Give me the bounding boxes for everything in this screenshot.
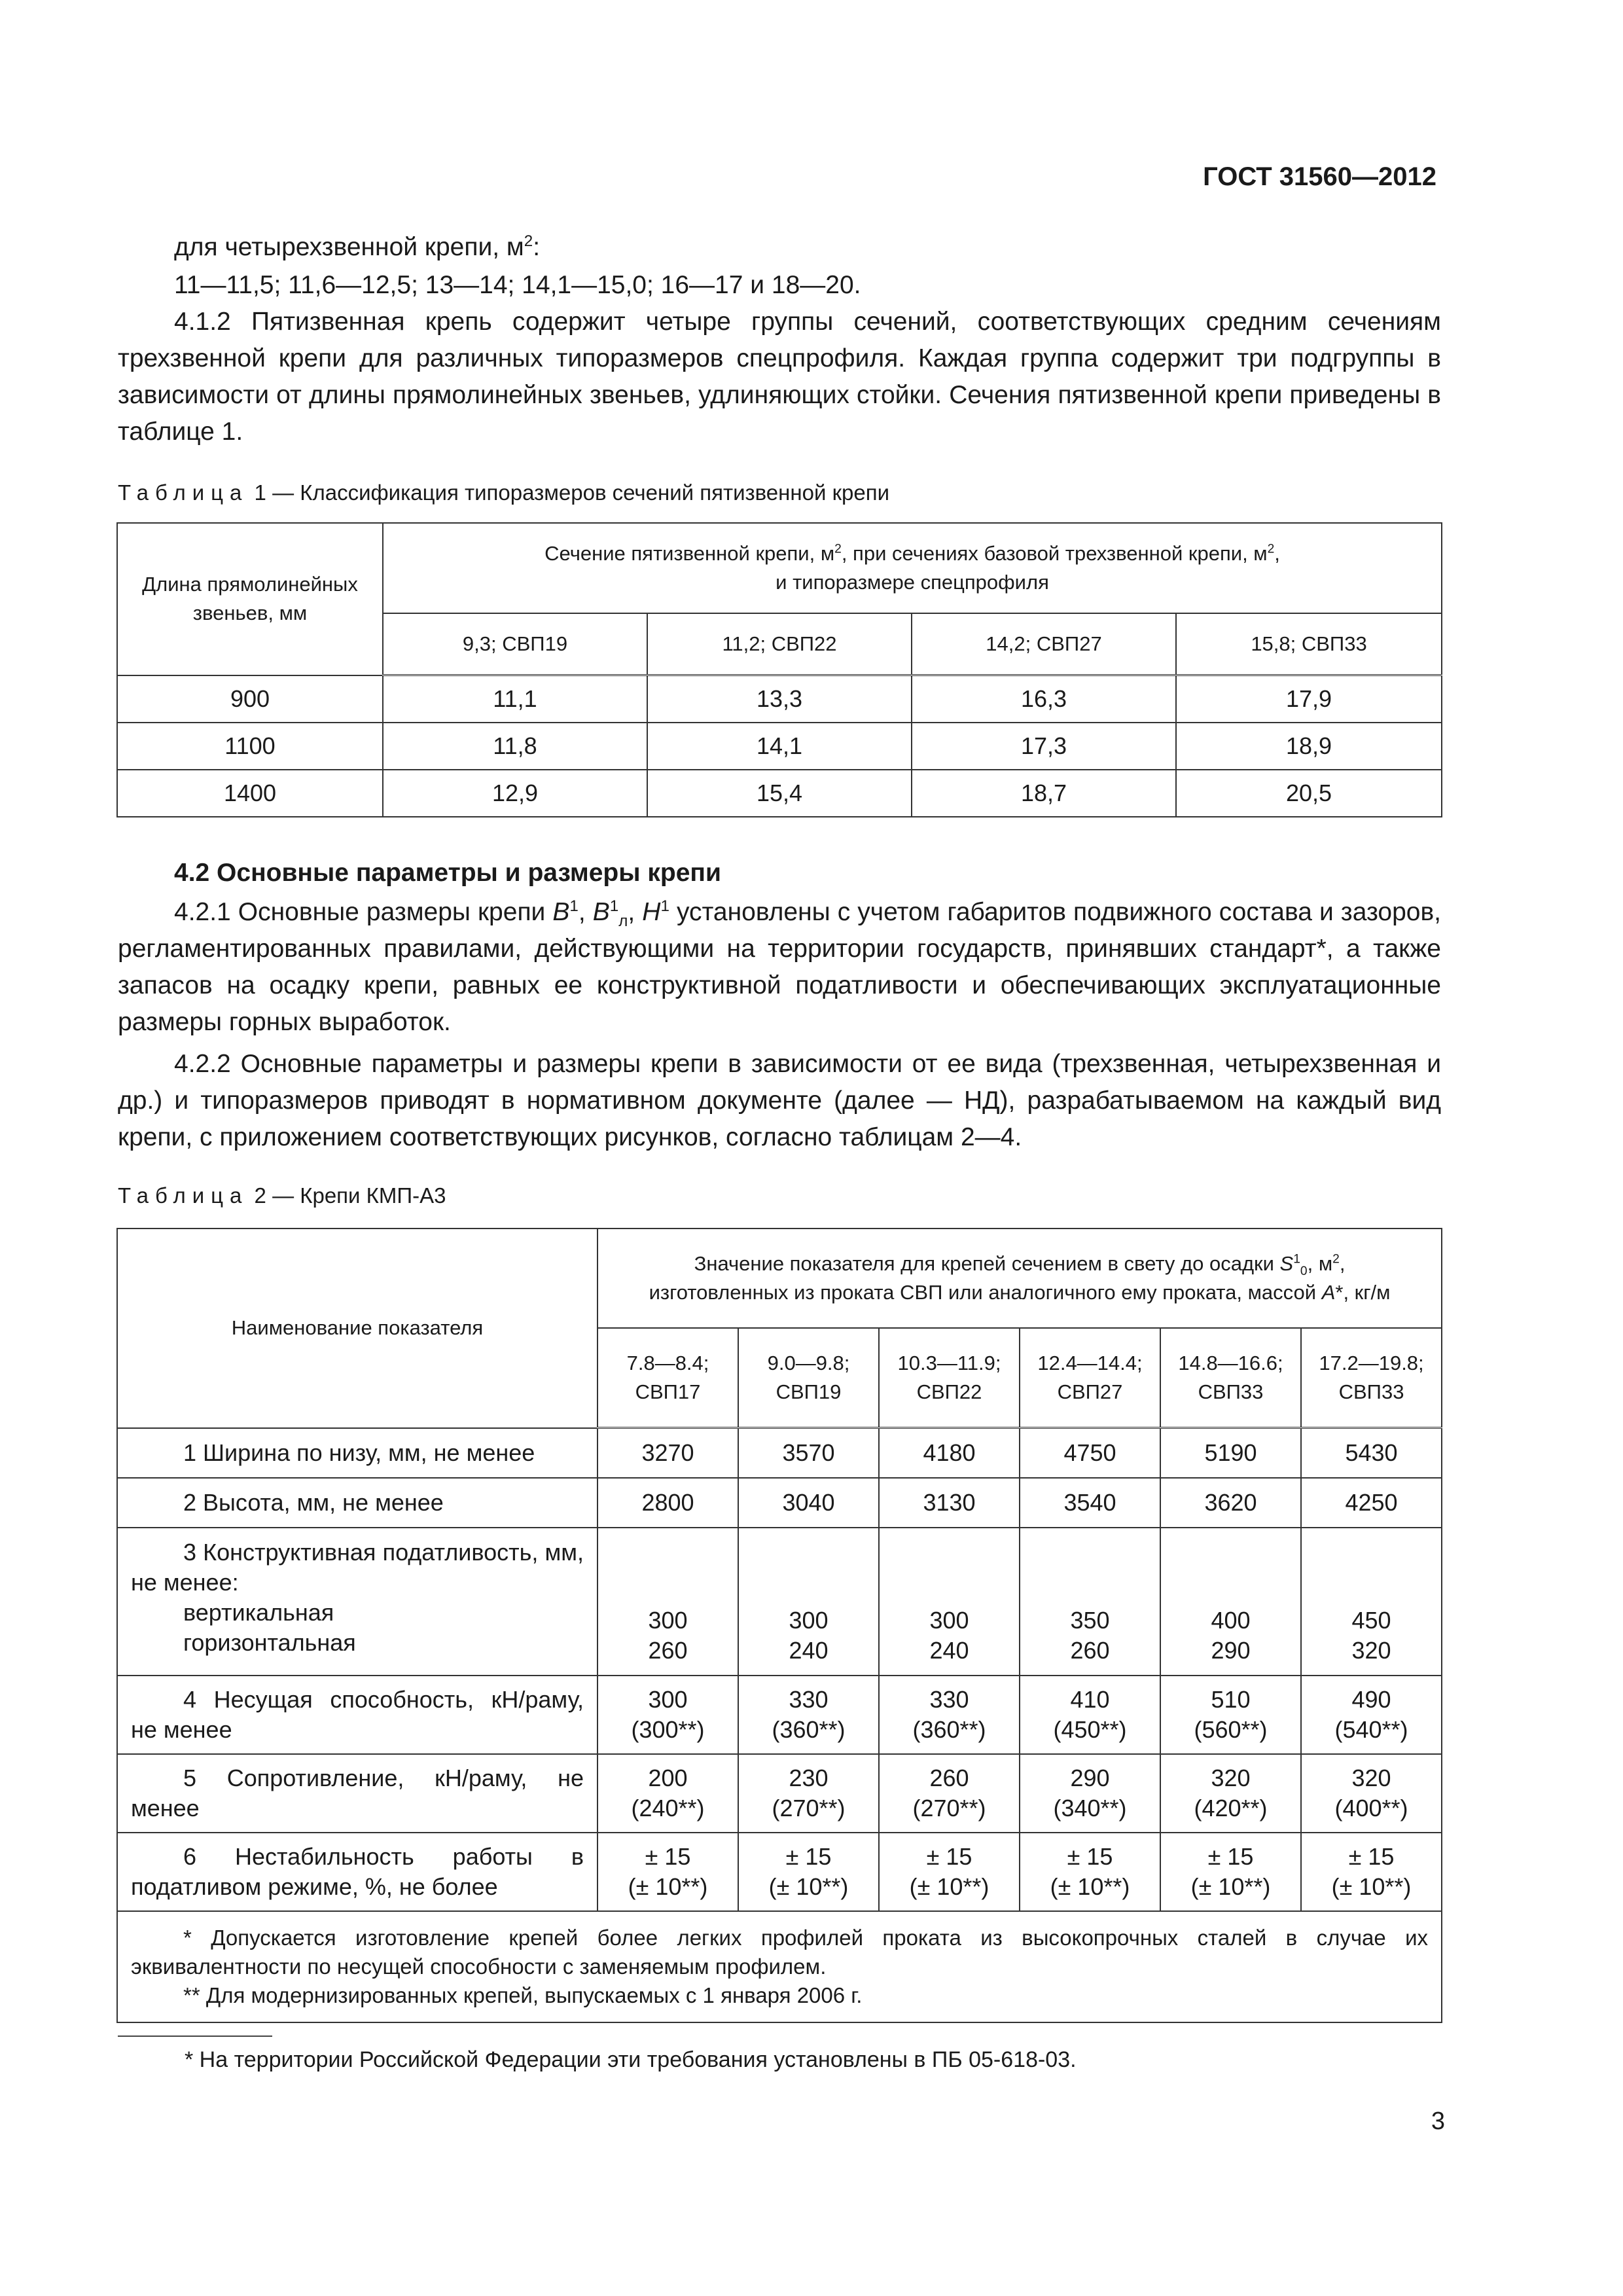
table-cell: 17,3 bbox=[912, 723, 1176, 770]
paragraph-4-2-1: 4.2.1 Основные размеры крепи $B^1$, $B^1_л$, $H^1$ установлены с учетом габаритов подвижного состава и зазоров, регламентированных правилами, действующими на территории государств, принявших стандарт*, а также запасов на осадку крепи, равных ее конструктивной податливости и обеспечивающих эксплуатационные размеры горных выработок. bbox=[118, 897, 1442, 1036]
section-4-2-title: 4.2 Основные параметры и размеры крепи bbox=[174, 859, 721, 887]
table2-column-header: 17.2—19.8; СВП33 bbox=[1301, 1328, 1442, 1428]
paragraph-4-2-2: 4.2.2 Основные параметры и размеры крепи в зависимости от ее вида (трехзвенная, четырехзвенная и др.) и типоразмеров приводят в нормативном документе (далее — НД), разрабатываемом на каждый вид крепи, с приложением соответствующих рисунков, согласно таблицам 2—4. bbox=[118, 1050, 1441, 1151]
table2-column-header: 9.0—9.8; СВП19 bbox=[738, 1328, 879, 1428]
table2-note-1: * Допускается изготовление крепей более легких профилей проката из высокопрочных сталей в случае их эквивалентности по несущей способности с заменяемым профилем. bbox=[131, 1925, 1429, 1979]
row-label: 5 Сопротивление, кН/раму, не менее bbox=[117, 1754, 597, 1833]
table-cell: 450 320 bbox=[1301, 1528, 1442, 1676]
table2-group-header: Значение показателя для крепей сечением в свету до осадки $S^1_0$, $м^2$, изготовленных из проката СВП или аналогичного ему проката, массой A*, кг/м bbox=[597, 1229, 1442, 1328]
table-cell: 14,1 bbox=[647, 723, 912, 770]
table-cell: 11,1 bbox=[383, 675, 647, 723]
table-cell: 330 (360**) bbox=[879, 1676, 1020, 1754]
table-cell: 18,9 bbox=[1176, 723, 1442, 770]
table-cell: 410 (450**) bbox=[1020, 1676, 1160, 1754]
table-cell: 17,9 bbox=[1176, 675, 1442, 723]
table1-group-header: Сечение пятизвенной крепи, $м^2$, при сечениях базовой трехзвенной крепи, $м^2$, и типоразмере спецпрофиля bbox=[383, 523, 1442, 613]
table2-row-header: Наименование показателя bbox=[117, 1229, 597, 1428]
table-cell: 4250 bbox=[1301, 1478, 1442, 1528]
table-cell: 400 290 bbox=[1160, 1528, 1301, 1676]
table-cell: 3570 bbox=[738, 1428, 879, 1478]
table-cell: 4750 bbox=[1020, 1428, 1160, 1478]
paragraph-4-1-2: 4.1.2 Пятизвенная крепь содержит четыре группы сечений, соответствующих средним сечениям трехзвенной крепи для различных типоразмеров спецпрофиля. Каждая группа содержит три подгруппы в зависимости от длины прямолинейных звеньев, удлиняющих стойки. Сечения пятизвенной крепи приведены в таблице 1. bbox=[118, 308, 1441, 446]
table-cell: 1100 bbox=[117, 723, 383, 770]
table-cell: 3130 bbox=[879, 1478, 1020, 1528]
table1-caption: Таблица 1 — Классификация типоразмеров сечений пятизвенной крепи bbox=[118, 480, 890, 505]
intro-line-2: 11—11,5; 11,6—12,5; 13—14; 14,1—15,0; 16—17 и 18—20. bbox=[174, 271, 861, 299]
table-cell: 5190 bbox=[1160, 1428, 1301, 1478]
footnote: * На территории Российской Федерации эти требования установлены в ПБ 05-618-03. bbox=[185, 2047, 1077, 2072]
table-cell: ± 15 (± 10**) bbox=[1020, 1833, 1160, 1911]
table-row bbox=[117, 1528, 1442, 1676]
table2-caption: Таблица 2 — Крепи КМП-А3 bbox=[118, 1183, 446, 1208]
table-cell: 320 (420**) bbox=[1160, 1754, 1301, 1833]
document-code: ГОСТ 31560—2012 bbox=[1203, 162, 1436, 191]
table-cell: 290 (340**) bbox=[1020, 1754, 1160, 1833]
table-cell: 300 260 bbox=[597, 1528, 738, 1676]
table1-header-row bbox=[117, 523, 1442, 613]
table-cell: 16,3 bbox=[912, 675, 1176, 723]
table-cell: 350 260 bbox=[1020, 1528, 1160, 1676]
row-label: 6 Нестабильность работы в податливом режиме, %, не более bbox=[117, 1833, 597, 1911]
row-label: 4 Несущая способность, кН/раму, не менее bbox=[117, 1676, 597, 1754]
table-row bbox=[117, 723, 1442, 770]
table2-column-header: 10.3—11.9; СВП22 bbox=[879, 1328, 1020, 1428]
table-cell: 12,9 bbox=[383, 770, 647, 817]
table-cell: ± 15 (± 10**) bbox=[1301, 1833, 1442, 1911]
table-row bbox=[117, 1478, 1442, 1528]
table2-note-2: ** Для модернизированных крепей, выпускаемых с 1 января 2006 г. bbox=[183, 1982, 863, 2007]
table-cell: 11,8 bbox=[383, 723, 647, 770]
table2-column-header: 14.8—16.6; СВП33 bbox=[1160, 1328, 1301, 1428]
row-label: 2 Высота, мм, не менее bbox=[117, 1478, 597, 1528]
table1-column-header: 9,3; СВП19 bbox=[383, 613, 647, 675]
table-row bbox=[117, 770, 1442, 817]
table-cell: 490 (540**) bbox=[1301, 1676, 1442, 1754]
table-cell: 4180 bbox=[879, 1428, 1020, 1478]
table-row bbox=[117, 1833, 1442, 1911]
table-cell: 200 (240**) bbox=[597, 1754, 738, 1833]
table-cell: 510 (560**) bbox=[1160, 1676, 1301, 1754]
table-cell: 300 240 bbox=[879, 1528, 1020, 1676]
table-row bbox=[117, 1428, 1442, 1478]
intro-line-1: для четырехзвенной крепи, $м^2$: bbox=[174, 232, 541, 261]
table1-column-header: 15,8; СВП33 bbox=[1176, 613, 1442, 675]
table-cell: 2800 bbox=[597, 1478, 738, 1528]
table-cell: ± 15 (± 10**) bbox=[597, 1833, 738, 1911]
table-cell: ± 15 (± 10**) bbox=[1160, 1833, 1301, 1911]
table-cell: 13,3 bbox=[647, 675, 912, 723]
table-cell: 3620 bbox=[1160, 1478, 1301, 1528]
table-cell: 330 (360**) bbox=[738, 1676, 879, 1754]
table-cell: ± 15 (± 10**) bbox=[738, 1833, 879, 1911]
table-cell: 18,7 bbox=[912, 770, 1176, 817]
table-cell: 3540 bbox=[1020, 1478, 1160, 1528]
table2-column-header: 12.4—14.4; СВП27 bbox=[1020, 1328, 1160, 1428]
table-cell: 320 (400**) bbox=[1301, 1754, 1442, 1833]
table-cell: 300 240 bbox=[738, 1528, 879, 1676]
table-cell: 1400 bbox=[117, 770, 383, 817]
table-cell: 5430 bbox=[1301, 1428, 1442, 1478]
table1-column-header: 11,2; СВП22 bbox=[647, 613, 912, 675]
page-number: 3 bbox=[1431, 2108, 1445, 2135]
table-cell: ± 15 (± 10**) bbox=[879, 1833, 1020, 1911]
row-label: 3 Конструктивная податливость, мм, не менее: вертикальная горизонтальная bbox=[117, 1528, 597, 1676]
table-cell: 3040 bbox=[738, 1478, 879, 1528]
row-label: 1 Ширина по низу, мм, не менее bbox=[117, 1428, 597, 1478]
footnote-divider bbox=[118, 2036, 272, 2037]
table2-column-header: 7.8—8.4; СВП17 bbox=[597, 1328, 738, 1428]
table-row bbox=[117, 1676, 1442, 1754]
table-1 bbox=[116, 522, 1442, 817]
table-row bbox=[117, 1754, 1442, 1833]
table-row bbox=[117, 675, 1442, 723]
table2-notes-row bbox=[117, 1911, 1442, 2022]
table2-notes bbox=[117, 1911, 1442, 2022]
table-cell: 15,4 bbox=[647, 770, 912, 817]
table-cell: 20,5 bbox=[1176, 770, 1442, 817]
table-cell: 900 bbox=[117, 675, 383, 723]
table-cell: 300 (300**) bbox=[597, 1676, 738, 1754]
table-cell: 3270 bbox=[597, 1428, 738, 1478]
table-cell: 260 (270**) bbox=[879, 1754, 1020, 1833]
table-cell: 230 (270**) bbox=[738, 1754, 879, 1833]
table-2 bbox=[116, 1228, 1442, 2023]
table1-row-header: Длина прямолинейных звеньев, мм bbox=[117, 523, 383, 675]
table2-header-row bbox=[117, 1229, 1442, 1328]
table1-column-header: 14,2; СВП27 bbox=[912, 613, 1176, 675]
